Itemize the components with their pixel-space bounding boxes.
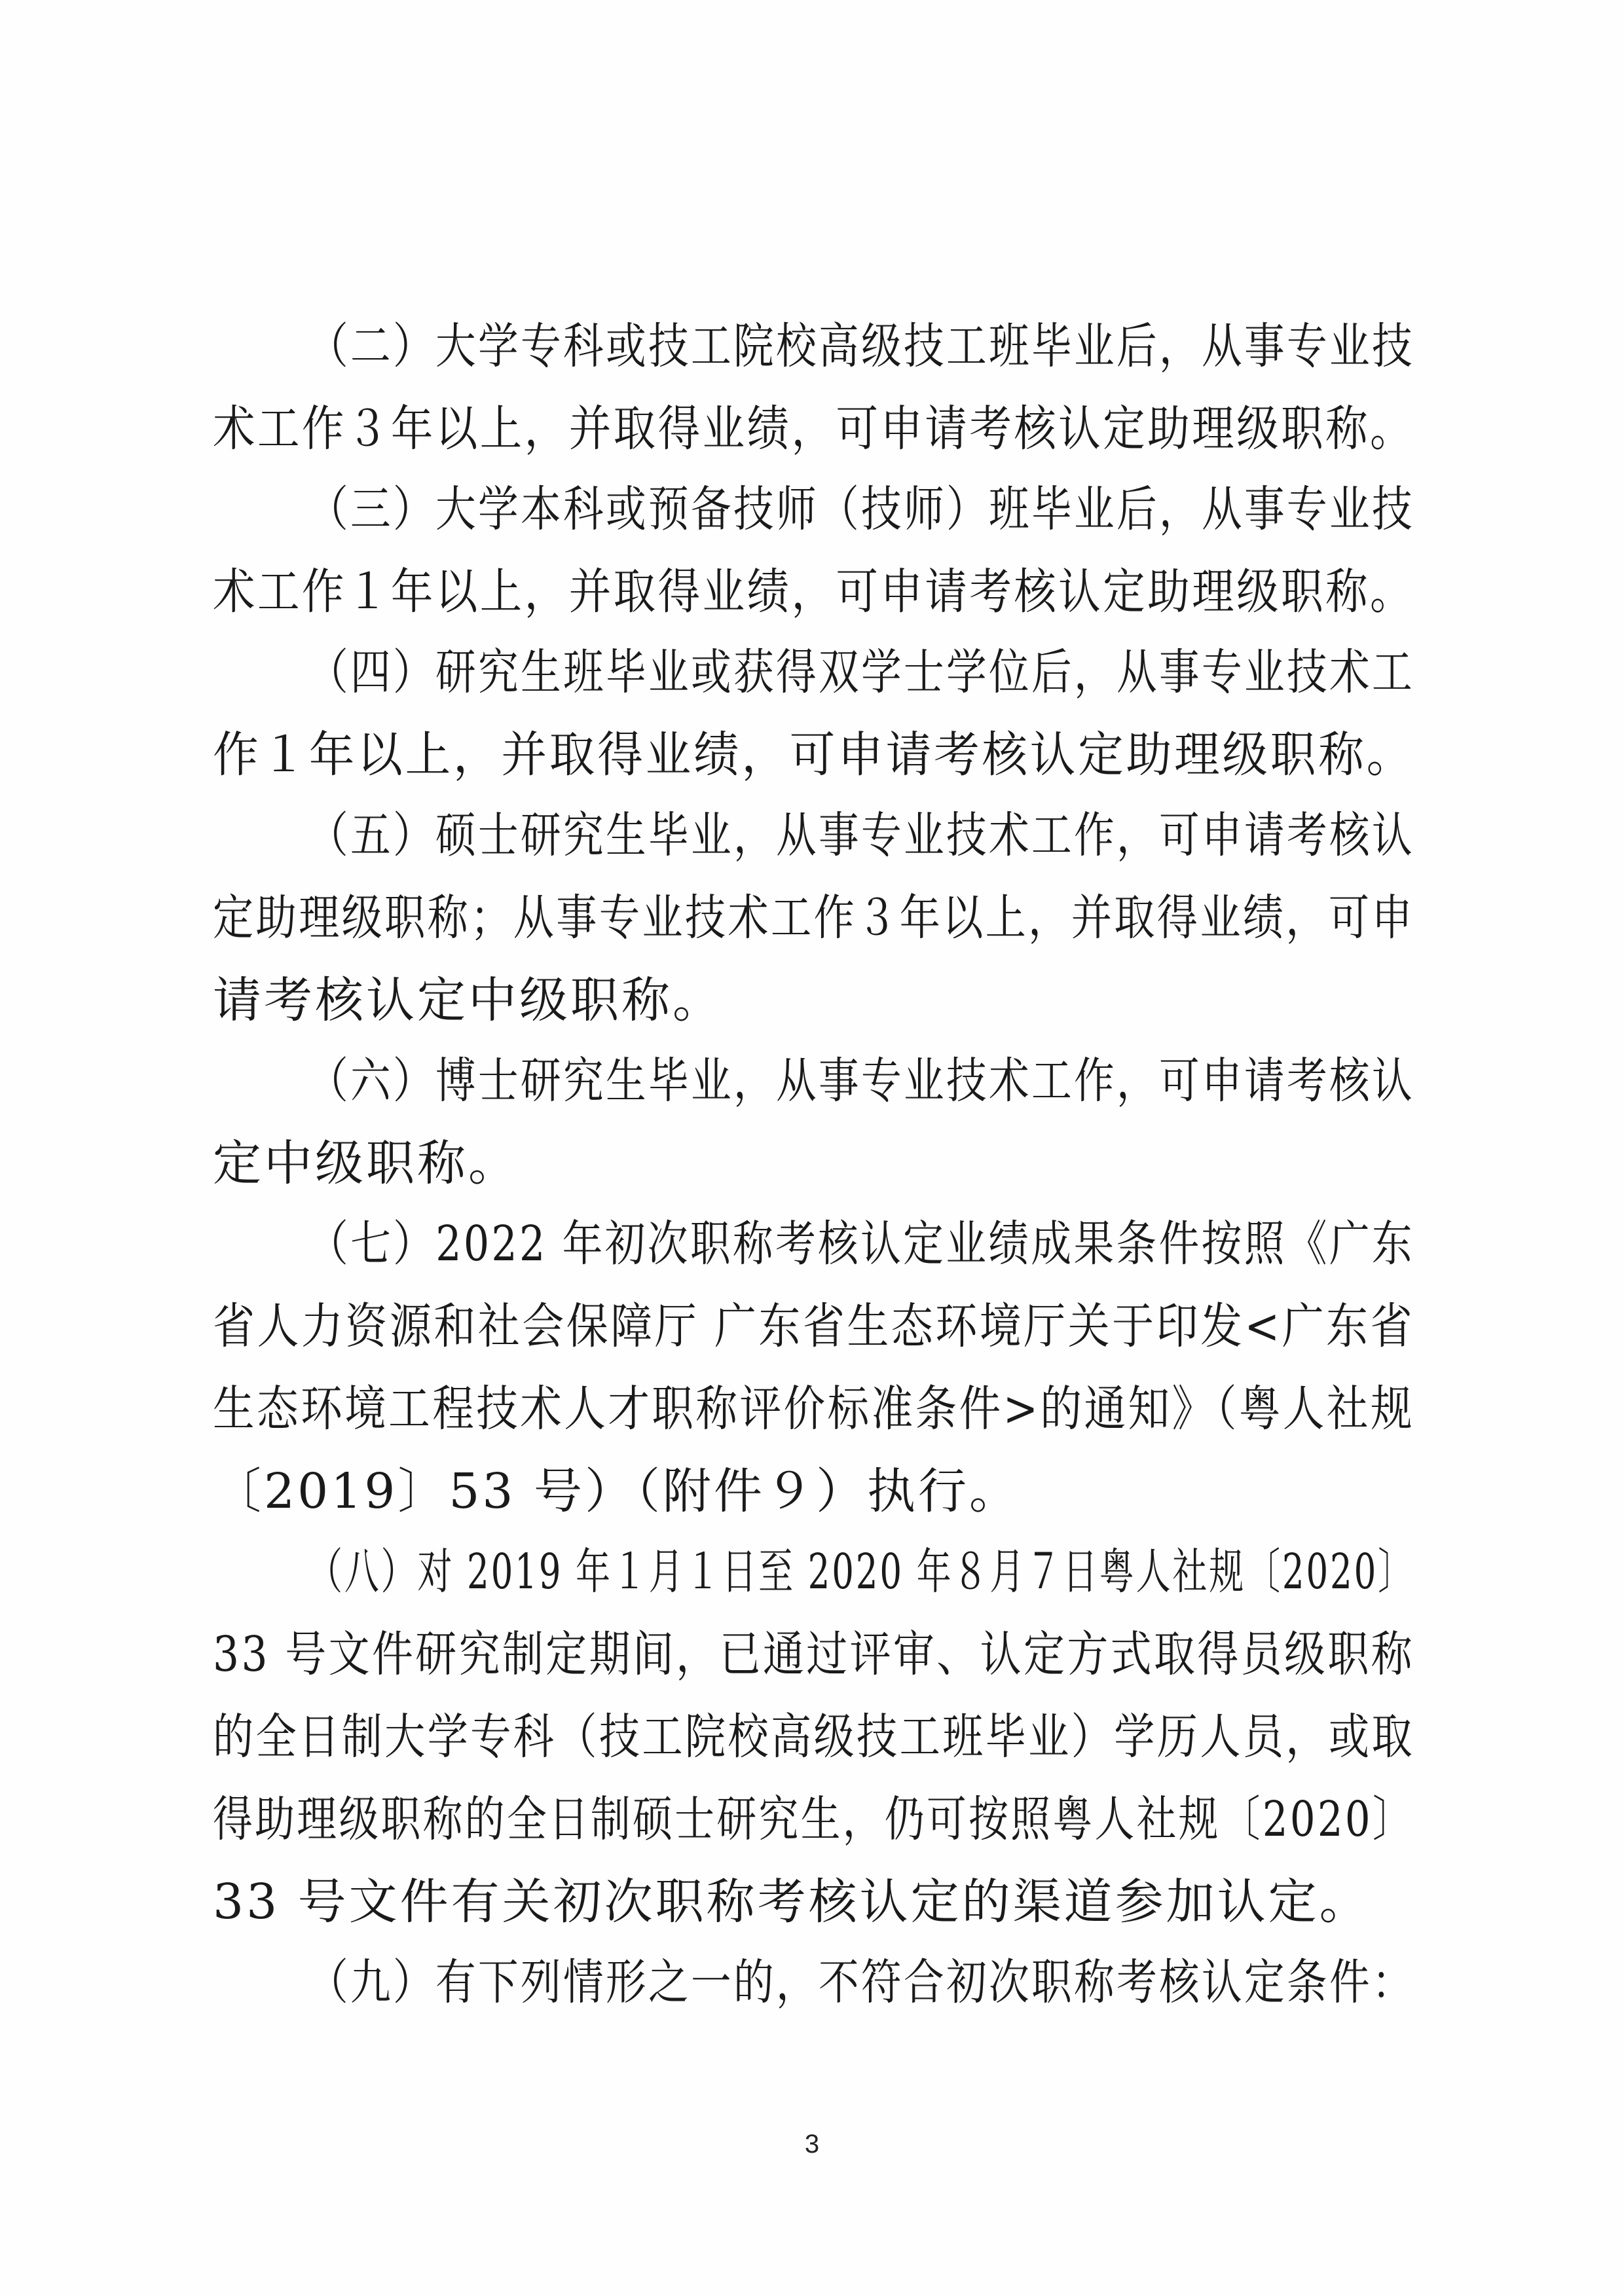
paragraph-3-line-2: 术工作１年以上，并取得业绩，可申请考核认定助理级职称。	[213, 564, 1414, 620]
paragraph-7-line-3: 生态环境工程技术人才职称评价标准条件>的通知》（粤人社规	[213, 1381, 1414, 1437]
paragraph-2-line-2: 术工作３年以上，并取得业绩，可申请考核认定助理级职称。	[213, 401, 1414, 457]
paragraph-6-line-2: 定中级职称。	[213, 1135, 519, 1192]
paragraph-7-line-4: 〔2019〕53 号）（附件９）执行。	[213, 1463, 1021, 1520]
paragraph-7-line-2: 省人力资源和社会保障厅 广东省生态环境厅关于印发<广东省	[213, 1298, 1414, 1355]
paragraph-4-line-1: （四）研究生班毕业或获得双学士学位后，从事专业技术工	[308, 644, 1414, 701]
paragraph-4-line-2: 作１年以上，并取得业绩，可申请考核认定助理级职称。	[213, 727, 1414, 783]
paragraph-3-line-1: （三）大学本科或预备技师（技师）班毕业后，从事专业技	[308, 481, 1414, 538]
paragraph-8-line-3: 的全日制大学专科（技工院校高级技工班毕业）学历人员，或取	[213, 1709, 1414, 1765]
paragraph-6-line-1: （六）博士研究生毕业，从事专业技术工作，可申请考核认	[308, 1053, 1414, 1109]
paragraph-5-line-1: （五）硕士研究生毕业，从事专业技术工作，可申请考核认	[308, 807, 1414, 864]
paragraph-8-line-4: 得助理级职称的全日制硕士研究生，仍可按照粤人社规〔2020〕	[213, 1791, 1414, 1848]
paragraph-9-line-1: （九）有下列情形之一的，不符合初次职称考核认定条件：	[308, 1954, 1414, 2011]
paragraph-5-line-3: 请考核认定中级职称。	[213, 972, 724, 1029]
page-number: 3	[804, 2130, 820, 2159]
paragraph-7-line-1: （七）2022 年初次职称考核认定业绩成果条件按照《广东	[308, 1216, 1414, 1272]
paragraph-2-line-1: （二）大学专科或技工院校高级技工班毕业后，从事专业技	[308, 318, 1414, 374]
paragraph-8-line-2: 33 号文件研究制定期间，已通过评审、认定方式取得员级职称	[213, 1626, 1414, 1683]
paragraph-5-line-2: 定助理级职称；从事专业技术工作３年以上，并取得业绩，可申	[213, 890, 1414, 946]
paragraph-8-line-5: 33 号文件有关初次职称考核认定的渠道参加认定。	[213, 1874, 1371, 1930]
paragraph-8-line-1: （八）对 2019 年１月１日至 2020 年８月７日粤人社规〔2020〕	[308, 1544, 1414, 1600]
